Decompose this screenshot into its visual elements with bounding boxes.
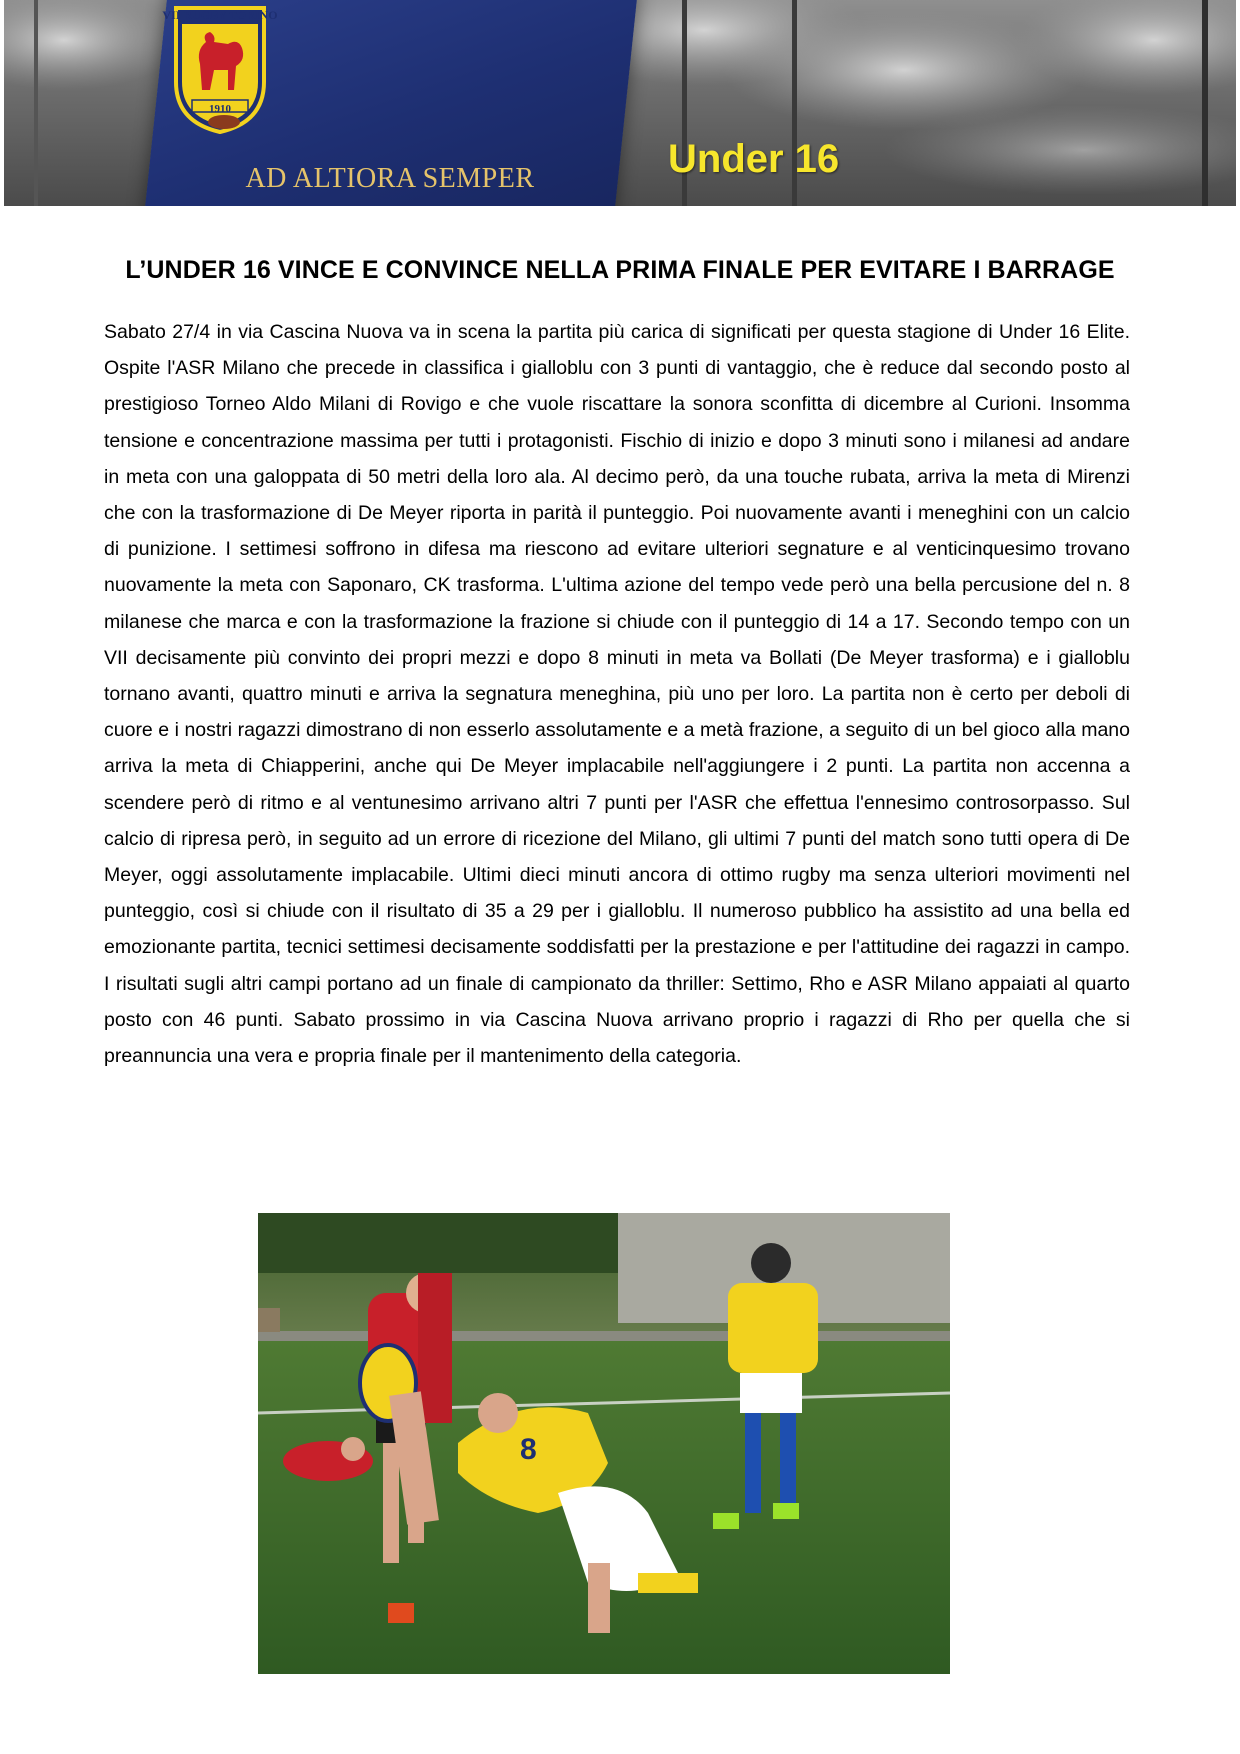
logo-year: 1910 — [209, 103, 231, 115]
club-logo-shield — [172, 4, 268, 136]
header-banner — [4, 0, 1236, 206]
club-motto: AD ALTIORA SEMPER — [245, 163, 535, 194]
jersey-number: 8 — [520, 1433, 537, 1466]
logo-club-name: VII RUGBY TORINO — [162, 8, 278, 22]
article-body: Sabato 27/4 in via Cascina Nuova va in scena la partita più carica di significati per questa stagione di Under 16 Elite. Ospite l'ASR Milano che precede in classifica i gialloblu con 3 punti di vantaggio, che è reduce dal secondo posto al prestigioso Torneo Aldo Milani di Rovigo e che vuole riscattare la sonora sconfitta di dicembre al Curioni. Insomma tensione e concentrazione massima per tutti i protagonisti. Fischio di inizio e dopo 3 minuti sono i milanesi ad andare in meta con una galoppata di 50 metri della loro ala. Al decimo però, da una touche rubata, arriva la meta di Mirenzi che con la trasformazione di De Meyer riporta in parità il punteggio. Poi nuovamente avanti i meneghini con un calcio di punizione. I settimesi soffrono in difesa ma riescono ad evitare ulteriori segnature e al venticinquesimo trovano nuovamente la meta con Saponaro, CK trasforma. L'ultima azione del tempo vede però una bella percusione del n. 8 milanese che marca e con la trasformazione la frazione si chiude con il punteggio di 14 a 17. Secondo tempo con un VII decisamente più convinto dei propri mezzi e dopo 8 minuti in meta va Bollati (De Meyer trasforma) e i gialloblu tornano avanti, quattro minuti e arriva la segnatura meneghina, più uno per loro. La partita non è certo per deboli di cuore e i nostri ragazzi dimostrano di non esserlo assolutamente e a metà frazione, a seguito di un bel gioco alla mano arriva la meta di Chiapperini, anche qui De Meyer implacabile nell'aggiungere i 2 punti. La partita non accenna a scendere però di ritmo e al ventunesimo arrivano altri 7 punti per l'ASR che effettua l'ennesimo controsorpasso. Sul calcio di ripresa però, in seguito ad un errore di ricezione del Milano, gli ultimi 7 punti del match sono tutti opera di De Meyer, oggi assolutamente implacabile. Ultimi dieci minuti ancora di ottimo rugby ma senza ulteriori movimenti nel punteggio, così si chiude con il risultato di 35 a 29 per i gialloblu. Il numeroso pubblico ha assistito ad una bella ed emozionante partita, tecnici settimesi decisamente soddisfatti per la prestazione e per l'attitudine dei ragazzi in campo. I risultati sugli altri campi portano ad un finale di campionato da thriller: Settimo, Rho e ASR Milano appaiati al quarto posto con 46 punti. Sabato prossimo in via Cascina Nuova arrivano proprio i ragazzi di Rho per quella che si preannuncia una vera e propria finale per il mantenimento della categoria. — [104, 321, 1130, 1068]
rugby-action-illustration — [258, 1213, 950, 1674]
section-title: Under 16 — [668, 137, 840, 181]
match-photo — [258, 1213, 950, 1674]
article-headline: L’UNDER 16 VINCE E CONVINCE NELLA PRIMA FINALE PER EVITARE I BARRAGE — [125, 256, 1115, 284]
